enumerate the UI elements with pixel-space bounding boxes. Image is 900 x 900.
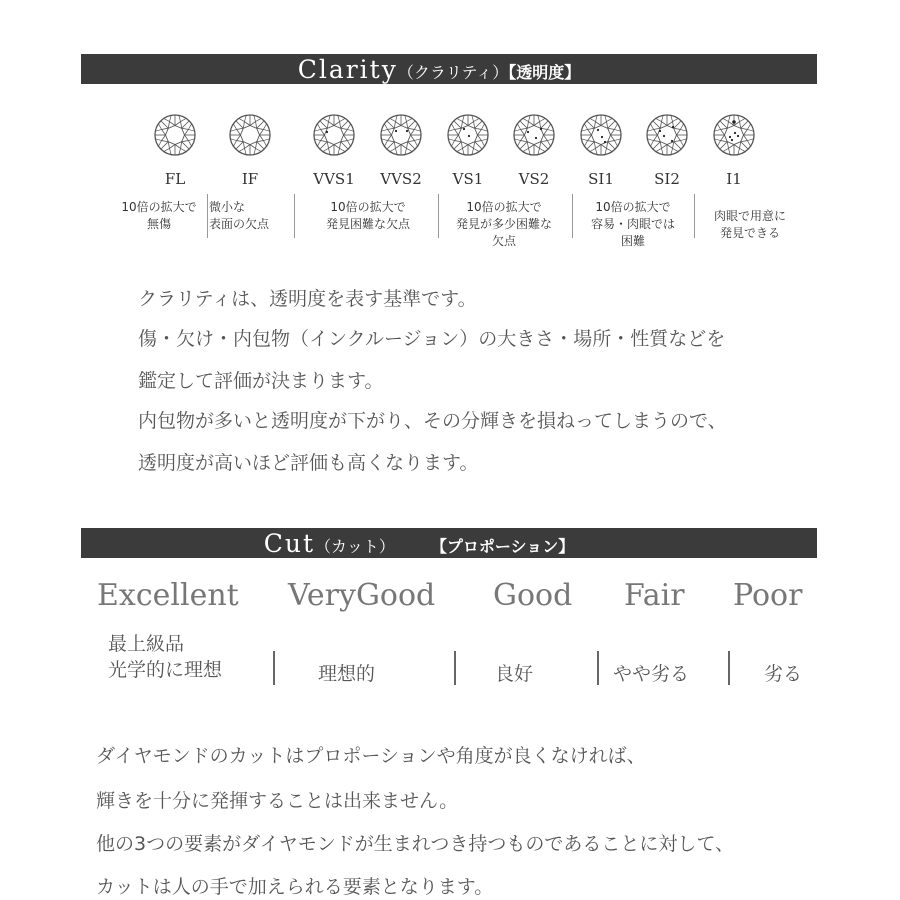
inclusion-mark (463, 128, 465, 130)
grade-desc-if: 微小な 表面の欠点 (209, 200, 270, 231)
inclusion-mark (663, 135, 665, 137)
cut-text-line: 他の3つの要素がダイヤモンドが生まれつき持つものであることに対して、 (96, 833, 734, 855)
inclusion-mark (540, 128, 542, 130)
divider (572, 194, 573, 238)
diamond-inclusion-icon (446, 113, 490, 157)
cut-grade-verygood: VeryGood (288, 578, 436, 613)
cut-grade-good: Good (493, 578, 573, 613)
inclusion-mark (527, 131, 529, 133)
clarity-text-line: 鑑定して評価が決まります。 (138, 370, 384, 392)
clarity-grade-vvs1 (304, 113, 364, 188)
clarity-grade-vvs2 (371, 113, 431, 188)
clarity-text-line: 傷・欠け・内包物（インクルージョン）の大きさ・場所・性質などを (138, 328, 726, 350)
cut-desc-poor: 劣る (764, 663, 803, 685)
grade-label: VS1 (452, 170, 484, 188)
cut-title-en: Cut (263, 529, 316, 558)
inclusion-mark (659, 130, 661, 132)
cut-title-bracket: 【プロポーション】 (430, 537, 575, 556)
inclusion-mark (535, 137, 537, 139)
inclusion-mark (604, 141, 606, 143)
diamond-inclusion-icon (645, 113, 689, 157)
diamond-inclusion-icon (512, 113, 556, 157)
inclusion-mark (737, 135, 739, 137)
cut-text-line: 輝きを十分に発揮することは出来ません。 (96, 790, 459, 812)
diamond-inclusion-icon (579, 113, 623, 157)
divider (294, 194, 295, 238)
grade-desc-fl: 10倍の拡大で 無傷 (121, 200, 197, 231)
cut-text-line: カットは人の手で加えられる要素となります。 (96, 876, 494, 898)
divider (597, 651, 599, 685)
cut-desc-fair: やや劣る (613, 663, 690, 685)
clarity-text-line: クラリティは、透明度を表す基準です。 (138, 288, 477, 310)
grade-label: IF (241, 170, 259, 188)
cut-desc-excellent: 最上級品 光学的に理想 (108, 633, 223, 681)
diamond-flawless-icon (228, 113, 272, 157)
clarity-header-bar (81, 54, 817, 84)
cut-grade-fair: Fair (624, 578, 685, 613)
grade-desc-vs: 10倍の拡大で 発見が多少困難な 欠点 (455, 200, 552, 248)
inclusion-mark (731, 139, 733, 141)
inclusion-mark (729, 136, 731, 138)
clarity-grade-if (220, 113, 280, 188)
clarity-title-jp: （クラリティ） (397, 63, 509, 82)
divider (728, 651, 730, 685)
inclusion-mark (406, 130, 408, 132)
diamond-inclusion-icon (712, 113, 756, 157)
clarity-text-line: 内包物が多いと透明度が下がり、その分輝きを損ねってしまうので、 (138, 410, 727, 432)
cut-grade-poor: Poor (733, 578, 803, 613)
grade-desc-si: 10倍の拡大で 容易・肉眼では 困難 (590, 200, 675, 248)
grade-label: FL (164, 170, 186, 188)
grade-label: VS2 (518, 170, 550, 188)
grade-label: VVS1 (313, 170, 355, 188)
inclusion-mark (468, 135, 470, 137)
clarity-title-bracket: 【透明度】 (508, 63, 581, 82)
divider (207, 194, 208, 238)
cut-header-bar (81, 528, 817, 558)
clarity-title-en: Clarity (297, 55, 398, 84)
divider (454, 651, 456, 685)
clarity-grade-i1 (704, 113, 764, 188)
grade-desc-i: 肉眼で用意に 発見できる (713, 209, 786, 240)
clarity-text-line: 透明度が高いほど評価も高くなります。 (138, 452, 479, 474)
grade-label: SI1 (588, 170, 614, 188)
inclusion-mark (671, 140, 673, 142)
cut-title-jp: （カット） (315, 537, 395, 556)
cut-desc-good: 良好 (495, 663, 534, 685)
cut-desc-verygood: 理想的 (318, 663, 376, 685)
clarity-grade-fl (145, 113, 205, 188)
inclusion-mark (601, 136, 603, 138)
inclusion-mark (326, 131, 328, 133)
divider (694, 194, 695, 238)
inclusion-mark (732, 120, 736, 124)
grade-label: VVS2 (380, 170, 422, 188)
clarity-grade-vs2 (504, 113, 564, 188)
inclusion-mark (672, 126, 674, 128)
cut-grade-excellent: Excellent (97, 578, 239, 613)
inclusion-mark (395, 130, 397, 132)
diamond-inclusion-icon (312, 113, 356, 157)
inclusion-mark (734, 132, 736, 134)
clarity-grade-vs1 (438, 113, 498, 188)
diamond-inclusion-icon (379, 113, 423, 157)
divider (438, 194, 439, 238)
grade-desc-vvs: 10倍の拡大で 発見困難な欠点 (325, 200, 410, 231)
clarity-grade-si2 (637, 113, 697, 188)
inclusion-mark (597, 129, 599, 131)
grade-label: SI2 (654, 170, 680, 188)
grade-label: I1 (726, 170, 742, 188)
divider (273, 651, 275, 685)
cut-text-line: ダイヤモンドのカットはプロポーションや角度が良くなければ、 (96, 745, 646, 767)
diamond-flawless-icon (153, 113, 197, 157)
clarity-grade-si1 (571, 113, 631, 188)
